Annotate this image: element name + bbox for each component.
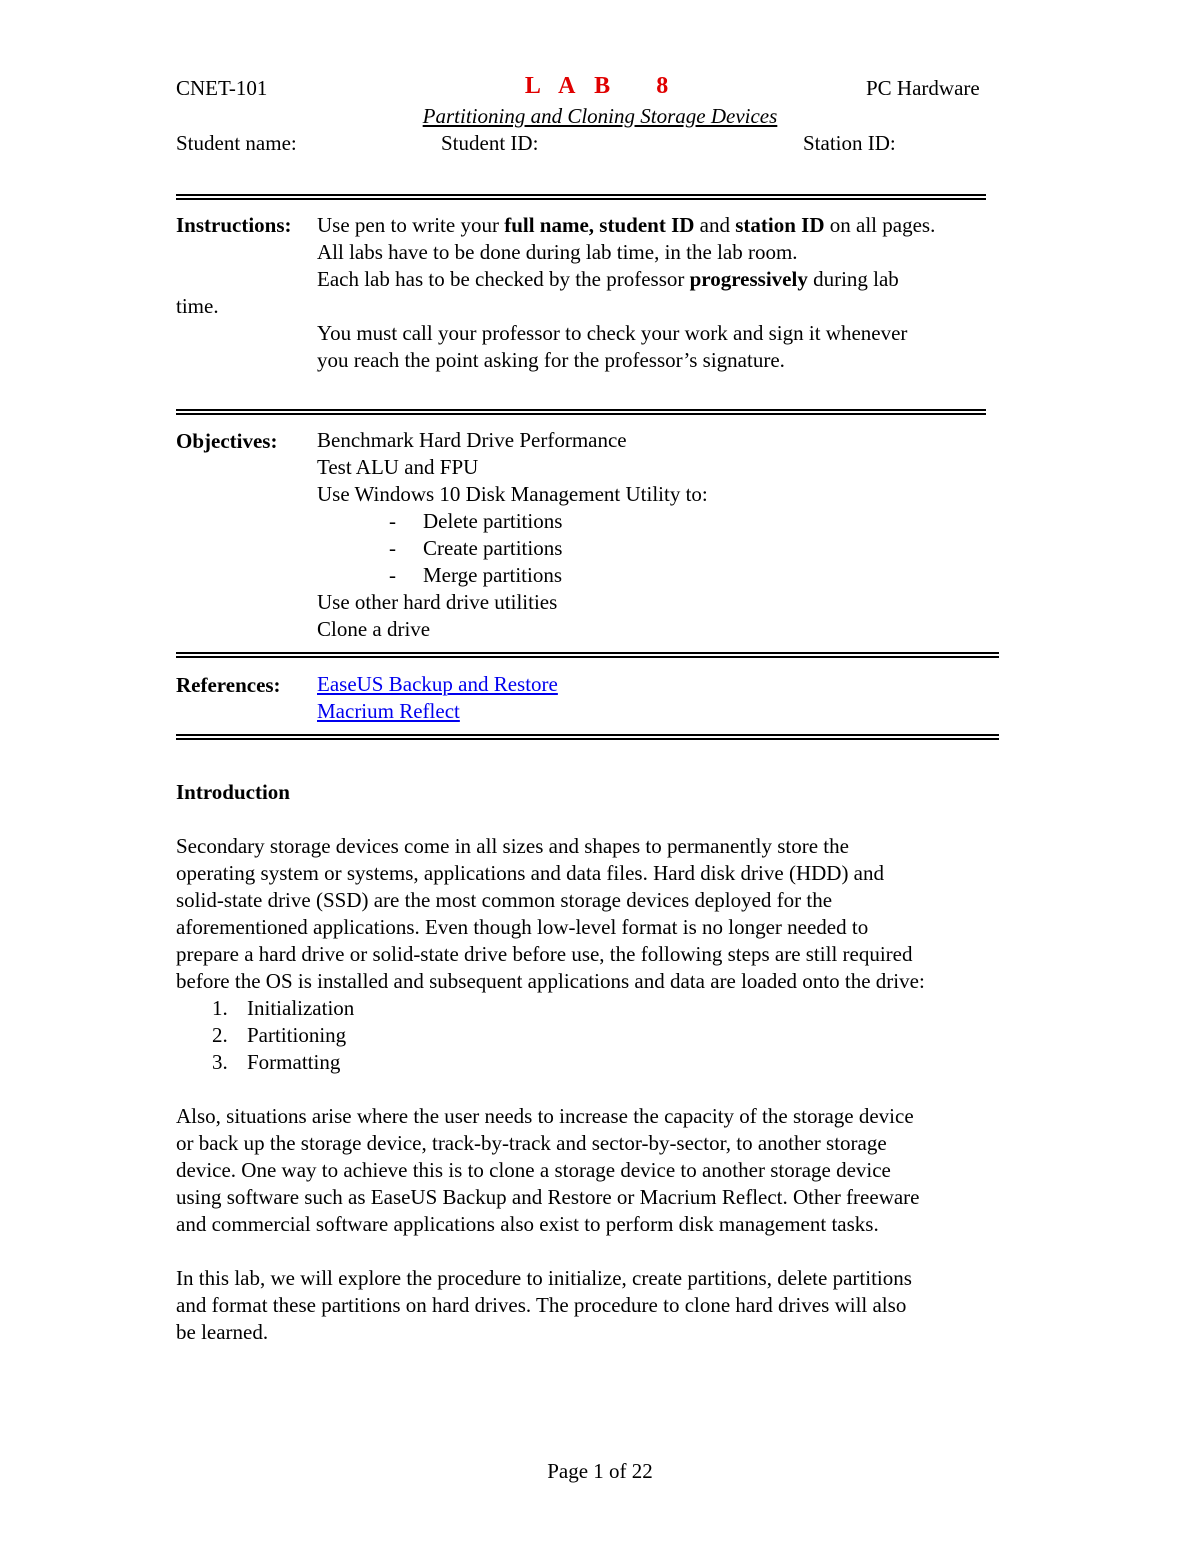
lab-subtitle: Partitioning and Cloning Storage Devices xyxy=(422,104,778,128)
objective-subitem: - Create partitions xyxy=(389,536,563,560)
double-rule xyxy=(176,194,986,200)
double-rule xyxy=(176,652,999,658)
objective-subitem: - Delete partitions xyxy=(389,509,563,533)
instructions-label: Instructions: xyxy=(176,213,292,237)
reference-link-macrium[interactable]: Macrium Reflect xyxy=(317,699,460,723)
instruction-line-1: Use pen to write your full name, student ID and station ID on all pages. xyxy=(317,213,936,237)
intro-paragraph-3: In this lab, we will explore the procedure to initialize, create partitions, delete partitions and format these partitions on hard drives. The procedure to clone hard drives will also be learned. xyxy=(176,1266,912,1344)
lab-title: L A B 8 xyxy=(524,73,676,99)
intro-paragraph-1: Secondary storage devices come in all sizes and shapes to permanently store the operating system or systems, applications and data files. Hard disk drive (HDD) and solid-state drive (SSD) are the most common storage devices deployed for the aforementioned applications. Even though low-level format is no longer needed to prepare a hard drive or solid-state drive before use, the following steps are still required before the OS is installed and subsequent applications and data are loaded onto the drive: 1. Initialization 2. Partitioning 3. Formatting xyxy=(176,834,925,1074)
objective-item: Use other hard drive utilities xyxy=(317,590,558,614)
subject-name: PC Hardware xyxy=(866,76,980,100)
objective-item: Test ALU and FPU xyxy=(317,455,479,479)
section-heading: Introduction xyxy=(176,780,290,804)
objective-item: Clone a drive xyxy=(317,617,431,641)
page-number: Page 1 of 22 xyxy=(547,1459,653,1483)
double-rule xyxy=(176,409,986,415)
objectives-list xyxy=(317,427,708,508)
intro-paragraph-2: Also, situations arise where the user needs to increase the capacity of the storage device or back up the storage device, track-by-track and sector-by-sector, to another storage device. One way to achieve this is to clone a storage device to another storage device using software such as EaseUS Backup and Restore or Macrium Reflect. Other freeware and commercial software applications also exist to perform disk management tasks. xyxy=(176,1104,920,1236)
station-id-label: Station ID: xyxy=(803,131,896,155)
instruction-line-3-wrap: time. xyxy=(176,294,219,318)
instruction-line-2: All labs have to be done during lab time, in the lab room. xyxy=(317,240,798,264)
instruction-line-4: You must call your professor to check your work and sign it whenever xyxy=(317,321,908,345)
objective-subitems xyxy=(389,508,562,589)
references-label: References: xyxy=(176,673,281,697)
student-id-label: Student ID: xyxy=(441,131,539,155)
objective-item: Use Windows 10 Disk Management Utility to: xyxy=(317,482,708,506)
objectives-list-continued xyxy=(317,589,557,643)
objective-subitem: - Merge partitions xyxy=(389,563,563,587)
reference-link-easeus[interactable]: EaseUS Backup and Restore xyxy=(317,672,558,696)
instruction-line-5: you reach the point asking for the professor’s signature. xyxy=(317,348,785,372)
student-name-label: Student name: xyxy=(176,131,297,155)
instruction-line-3: Each lab has to be checked by the professor progressively during lab xyxy=(317,267,899,291)
course-code: CNET-101 xyxy=(176,76,268,100)
objective-item: Benchmark Hard Drive Performance xyxy=(317,428,627,452)
references-list xyxy=(317,671,558,725)
list-item: 1. Initialization xyxy=(212,996,355,1020)
double-rule xyxy=(176,734,999,740)
list-item: 2. Partitioning xyxy=(212,1023,347,1047)
list-item: 3. Formatting xyxy=(212,1050,341,1074)
objectives-label: Objectives: xyxy=(176,429,278,453)
